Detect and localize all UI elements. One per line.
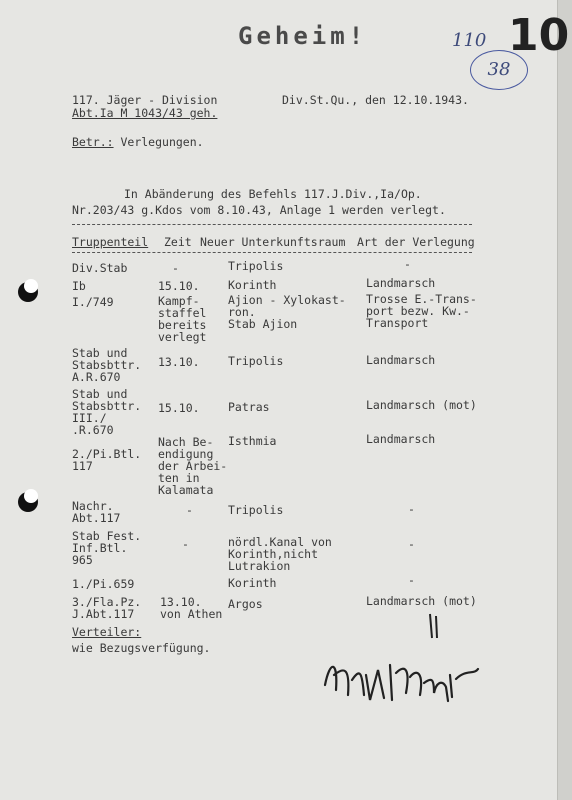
table-cell-unit: Stab Fest. Inf.Btl. 965 [72,529,142,567]
table-cell-time: - [182,537,189,551]
table-cell-time: 15.10. [158,401,200,415]
table-cell-unit: 1./Pi.659 [72,577,135,591]
table-cell-type: Landmarsch [366,353,436,367]
distribution-label: Verteiler: [72,625,142,639]
place-date: Div.St.Qu., den 12.10.1943. [282,93,469,107]
handwritten-mark [424,612,444,642]
signature-image [320,655,490,705]
table-cell-place: Tripolis [228,354,284,368]
table-cell-place: Tripolis [228,503,284,517]
intro-line-2: Nr.203/43 g.Kdos vom 8.10.43, Anlage 1 werden verlegt. [72,203,446,217]
circled-number: 38 [470,50,528,90]
table-cell-type: - [408,537,415,551]
col-header-time: Zeit [164,235,192,249]
table-cell-time: 13.10. von Athen [160,595,223,621]
col-header-unit: Truppenteil [72,235,149,249]
table-cell-type: - [408,573,415,587]
table-cell-place: Korinth [228,278,277,292]
col-header-place: Neuer Unterkunftsraum [200,235,346,249]
table-cell-type: - [408,502,415,516]
distribution-text: wie Bezugsverfügung. [72,641,211,655]
table-cell-time: 13.10. [158,355,200,369]
table-cell-unit: Stab und Stabsbttr. A.R.670 [72,346,142,384]
table-cell-type: - [404,257,411,271]
subject-label: Betr.: [72,135,114,149]
table-cell-time: Kampf- staffel bereits verlegt [158,294,207,344]
classification-stamp: Geheim! [238,22,368,50]
table-cell-place: Ajion - Xylokast- ron. Stab Ajion [228,293,346,331]
handwritten-reference: 110 [452,30,487,51]
subject-text: Verlegungen. [120,135,204,149]
table-cell-type: Landmarsch [366,276,436,290]
table-cell-type: Landmarsch (mot) [366,594,477,608]
table-cell-time: Nach Be- endigung der Arbei- ten in Kalamata [158,435,228,497]
table-cell-type: Trosse E.-Trans- port bezw. Kw.- Transport [366,292,477,330]
page-number: 10 [508,10,570,61]
punch-hole-top [18,282,38,302]
subject-line [72,136,204,148]
table-cell-place: Patras [228,400,270,414]
table-cell-unit: Nachr. Abt.117 [72,499,121,525]
table-cell-unit: 2./Pi.Btl. 117 [72,447,142,473]
table-cell-place: Argos [228,597,263,611]
table-cell-place: Isthmia [228,434,277,448]
table-cell-place: Korinth [228,576,277,590]
table-cell-unit: I./749 [72,295,114,309]
table-header-rule [72,252,472,253]
table-cell-place: nördl.Kanal von Korinth,nicht Lutrakion [228,535,332,573]
table-cell-type: Landmarsch [366,432,436,446]
sender-dept: Abt.Ia M 1043/43 geh. [72,106,218,120]
table-cell-place: Tripolis [228,259,284,273]
table-cell-unit: 3./Fla.Pz. J.Abt.117 [72,595,142,621]
table-cell-time: - [172,261,179,275]
table-cell-unit: Div.Stab [72,261,128,275]
table-cell-unit: Stab und Stabsbttr. III./ .R.670 [72,387,142,437]
table-cell-type: Landmarsch (mot) [366,398,477,412]
table-cell-unit: Ib [72,279,86,293]
intro-line-1: In Abänderung des Befehls 117.J.Div.,Ia/Op. [124,187,422,201]
punch-hole-bottom [18,492,38,512]
table-cell-time: - [186,503,193,517]
table-top-rule [72,224,472,225]
table-cell-time: 15.10. [158,279,200,293]
col-header-type: Art der Verlegung [357,235,475,249]
sender-division: 117. Jäger - Division [72,93,218,107]
page-edge [557,0,572,800]
